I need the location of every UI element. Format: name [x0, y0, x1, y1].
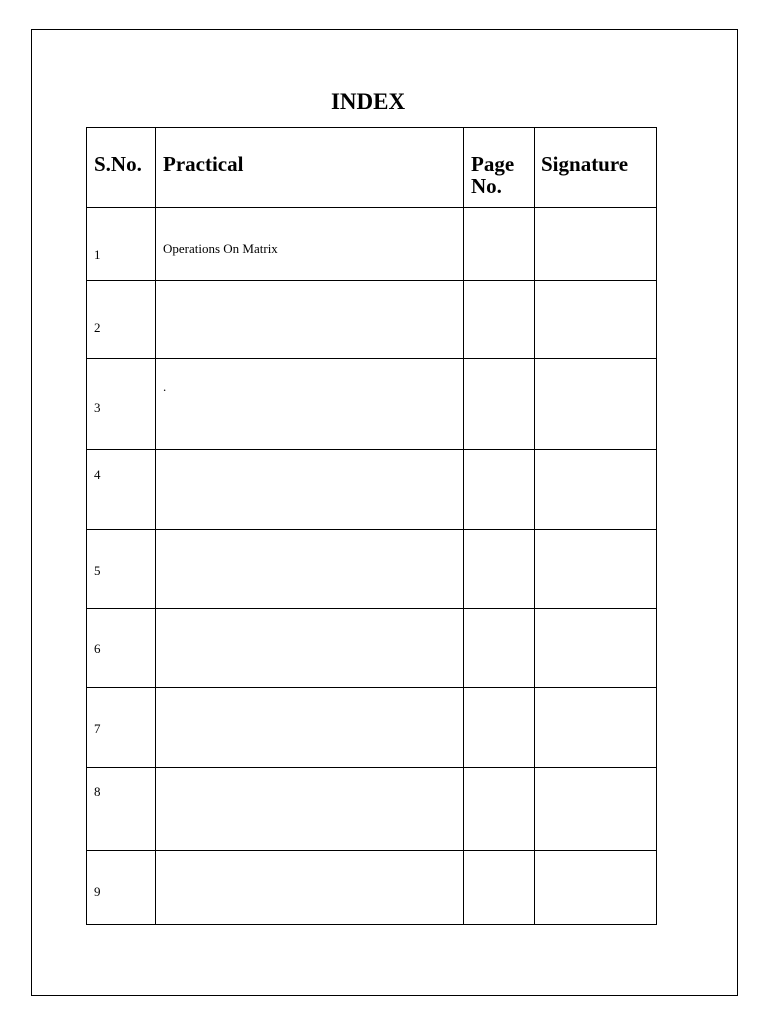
sno-cell	[87, 359, 156, 450]
header-signature-label: Signature	[541, 152, 629, 176]
practical-cell	[156, 281, 464, 359]
header-page-no	[464, 128, 535, 208]
practical-cell	[156, 530, 464, 609]
index-table	[86, 127, 657, 925]
page-cell	[464, 359, 535, 450]
practical-cell	[156, 450, 464, 530]
sno-cell	[87, 208, 156, 281]
sno-cell	[87, 530, 156, 609]
sno-cell	[87, 609, 156, 688]
header-practical	[156, 128, 464, 208]
practical-value: .	[163, 379, 167, 394]
page-cell	[464, 530, 535, 609]
signature-cell	[535, 450, 657, 530]
table-row	[87, 768, 657, 851]
sno-value: 1	[94, 247, 101, 262]
signature-cell	[535, 768, 657, 851]
signature-cell	[535, 281, 657, 359]
page-cell	[464, 609, 535, 688]
table-row	[87, 208, 657, 281]
practical-cell	[156, 688, 464, 768]
header-row	[87, 128, 657, 208]
header-signature	[535, 128, 657, 208]
table-row	[87, 609, 657, 688]
sno-value: 4	[94, 467, 101, 482]
practical-cell	[156, 208, 464, 281]
page-cell	[464, 208, 535, 281]
sno-value: 2	[94, 320, 101, 335]
page-cell	[464, 851, 535, 925]
sno-value: 3	[94, 400, 101, 415]
header-page-line1: Page	[471, 152, 515, 176]
sno-cell	[87, 450, 156, 530]
table-row	[87, 281, 657, 359]
signature-cell	[535, 208, 657, 281]
practical-value: Operations On Matrix	[163, 241, 278, 256]
practical-cell	[156, 768, 464, 851]
practical-cell	[156, 609, 464, 688]
page-cell	[464, 768, 535, 851]
table-row	[87, 851, 657, 925]
table-row	[87, 530, 657, 609]
signature-cell	[535, 609, 657, 688]
sno-value: 8	[94, 784, 101, 799]
page-cell	[464, 688, 535, 768]
sno-value: 6	[94, 641, 101, 656]
sno-cell	[87, 851, 156, 925]
sno-cell	[87, 768, 156, 851]
sno-value: 5	[94, 563, 101, 578]
page-cell	[464, 450, 535, 530]
page-title: INDEX	[330, 89, 406, 114]
practical-cell	[156, 851, 464, 925]
page-cell	[464, 281, 535, 359]
header-page-no-label	[471, 153, 514, 197]
table-row	[87, 359, 657, 450]
signature-cell	[535, 530, 657, 609]
sno-value: 7	[94, 721, 101, 736]
sno-cell	[87, 281, 156, 359]
table-row	[87, 450, 657, 530]
signature-cell	[535, 688, 657, 768]
sno-cell	[87, 688, 156, 768]
signature-cell	[535, 851, 657, 925]
header-practical-label: Practical	[163, 152, 244, 176]
header-sno	[87, 128, 156, 208]
header-sno-label: S.No.	[94, 152, 142, 176]
signature-cell	[535, 359, 657, 450]
practical-cell	[156, 359, 464, 450]
sno-value: 9	[94, 884, 101, 899]
table-row	[87, 688, 657, 768]
header-page-line2: No.	[471, 174, 502, 198]
